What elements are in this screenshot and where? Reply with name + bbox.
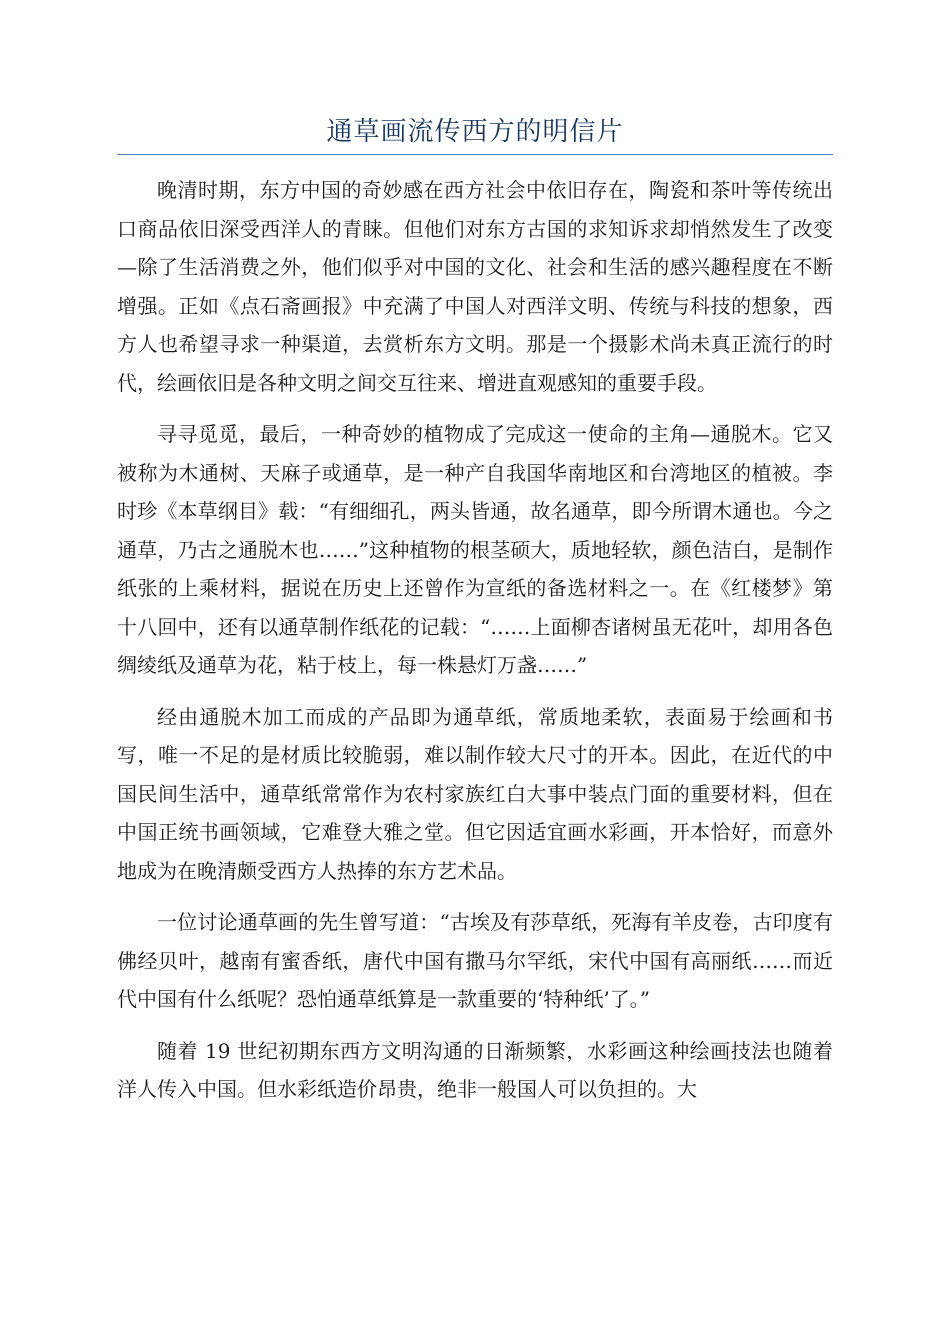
paragraph: 晚清时期，东方中国的奇妙感在西方社会中依旧存在，陶瓷和茶叶等传统出口商品依旧深受西洋人的青睐。但他们对东方古国的求知诉求却悄然发生了改变—除了生活消费之外，他们似乎对中国的文化、社会和生活的感兴趣程度在不断增强。正如《点石斋画报》中充满了中国人对西洋文明、传统与科技的想象，西方人也希望寻求一种渠道，去赏析东方文明。那是一个摄影术尚未真正流行的时代，绘画依旧是各种文明之间交互往来、增进直观感知的重要手段。 (117, 178, 833, 395)
document-body (117, 171, 833, 1122)
paragraph: 经由通脱木加工而成的产品即为通草纸，常质地柔软，表面易于绘画和书写，唯一不足的是材质比较脆弱，难以制作较大尺寸的开本。因此，在近代的中国民间生活中，通草纸常常作为农村家族红白大事中装点门面的重要材料，但在中国正统书画领域，它难登大雅之堂。但它因适宜画水彩画，开本恰好，而意外地成为在晚清颇受西方人热捧的东方艺术品。 (117, 704, 833, 883)
title-underline (117, 154, 833, 155)
paragraph: 随着 19 世纪初期东西方文明沟通的日渐频繁，水彩画这种绘画技法也随着洋人传入中国。但水彩纸造价昂贵，绝非一般国人可以负担的。大 (117, 1038, 833, 1101)
paragraph: 寻寻觅觅，最后，一种奇妙的植物成了完成这一使命的主角—通脱木。它又被称为木通树、天麻子或通草，是一种产自我国华南地区和台湾地区的植被。李时珍《本草纲目》载：“有细细孔，两头皆通，故名通草，即今所谓木通也。今之通草，乃古之通脱木也……”这种植物的根茎硕大，质地轻软，颜色洁白，是制作纸张的上乘材料，据说在历史上还曾作为宣纸的备选材料之一。在《红楼梦》第十八回中，还有以通草制作纸花的记载：“……上面柳杏诸树虽无花叶，却用各色绸绫纸及通草为花，粘于枝上，每一株悬灯万盏……” (117, 422, 833, 677)
paragraph: 一位讨论通草画的先生曾写道：“古埃及有莎草纸，死海有羊皮卷，古印度有佛经贝叶，越南有蜜香纸，唐代中国有撒马尔罕纸，宋代中国有高丽纸……而近代中国有什么纸呢？恐怕通草纸算是一款重要的‘特种纸’了。” (117, 910, 833, 1011)
document-title: 通草画流传西方的明信片 (326, 117, 624, 147)
